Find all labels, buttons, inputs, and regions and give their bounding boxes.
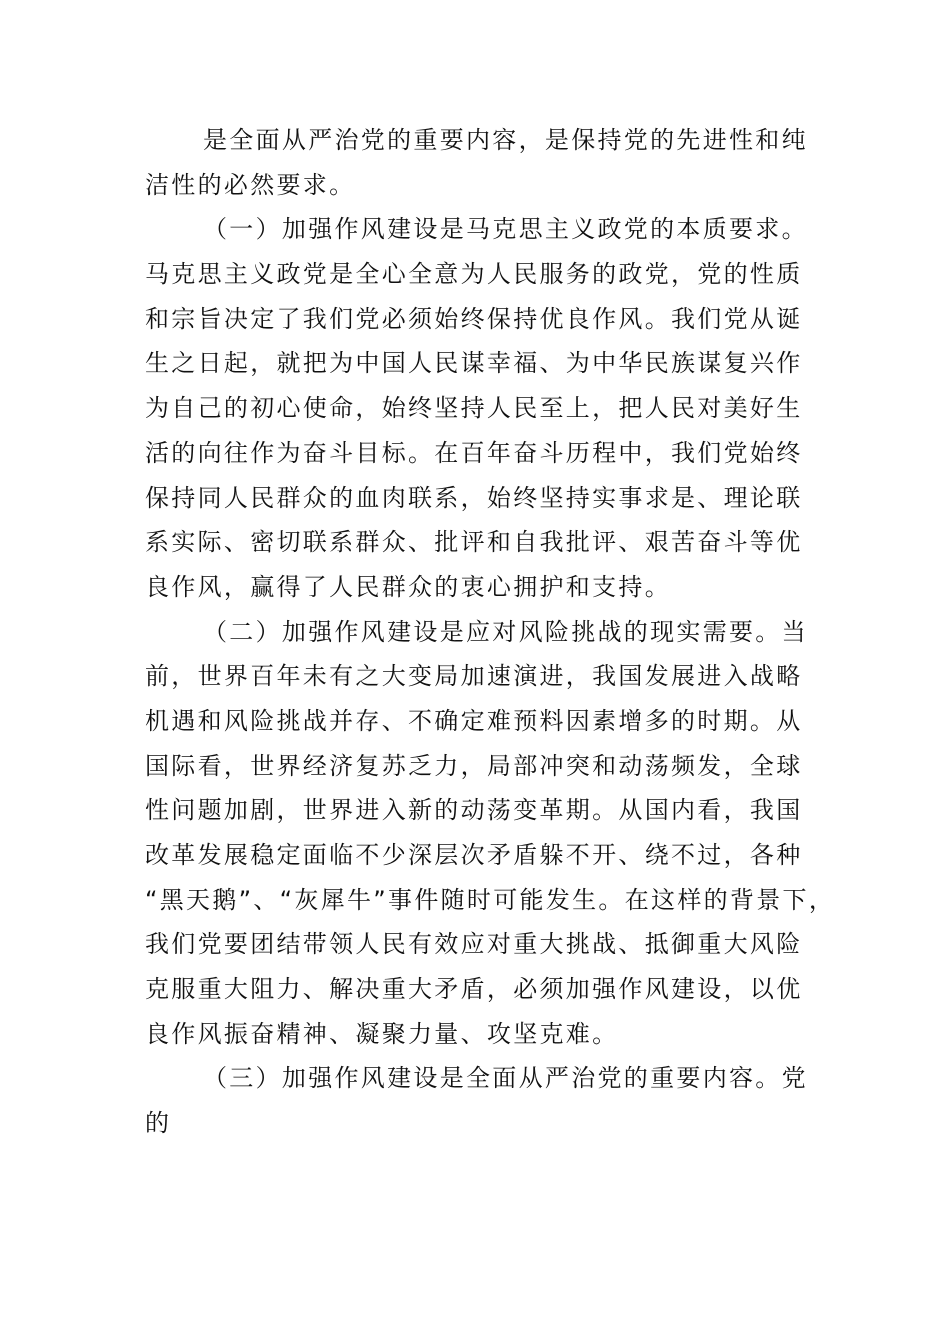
- text-line: 性问题加剧，世界进入新的动荡变革期。从国内看，我国: [145, 796, 803, 825]
- text-line: 为自己的初心使命，始终坚持人民至上，把人民对美好生: [145, 394, 803, 423]
- text-line: 改革发展稳定面临不少深层次矛盾躲不开、绕不过，各种: [145, 841, 803, 869]
- text-line: 良作风振奋精神、凝聚力量、攻坚克难。: [145, 1019, 619, 1048]
- text-line: 机遇和风险挑战并存、不确定难预料因素增多的时期。从: [145, 706, 803, 735]
- text-line: “黑天鹅”、“灰犀牛”事件随时可能发生。在这样的背景下，: [145, 885, 836, 914]
- section-heading-2: （二）加强作风建设是应对风险挑战的现实需要。当: [203, 617, 808, 646]
- text-line: 马克思主义政党是全心全意为人民服务的政党，党的性质: [145, 260, 803, 289]
- text-line: 克服重大阻力、解决重大矛盾，必须加强作风建设，以优: [145, 975, 803, 1004]
- text-line: 我们党要团结带领人民有效应对重大挑战、抵御重大风险: [145, 930, 803, 959]
- text-line: 洁性的必然要求。: [145, 170, 356, 199]
- text-line: 前，世界百年未有之大变局加速演进，我国发展进入战略: [145, 662, 803, 691]
- text-line: 国际看，世界经济复苏乏力，局部冲突和动荡频发，全球: [145, 751, 803, 780]
- section-heading-3: （三）加强作风建设是全面从严治党的重要内容。党: [203, 1064, 808, 1093]
- document-body: [145, 118, 835, 1146]
- text-line: 活的向往作为奋斗目标。在百年奋斗历程中，我们党始终: [145, 438, 803, 467]
- text-line: 良作风，赢得了人民群众的衷心拥护和支持。: [145, 572, 671, 601]
- text-line: 和宗旨决定了我们党必须始终保持优良作风。我们党从诞: [145, 304, 803, 333]
- text-line: 的: [145, 1109, 172, 1138]
- section-heading-1: （一）加强作风建设是马克思主义政党的本质要求。: [203, 215, 808, 244]
- text-line: 是全面从严治党的重要内容，是保持党的先进性和纯: [203, 126, 808, 154]
- text-line: 生之日起，就把为中国人民谋幸福、为中华民族谋复兴作: [145, 349, 803, 378]
- text-line: 系实际、密切联系群众、批评和自我批评、艰苦奋斗等优: [145, 528, 803, 557]
- text-line: 保持同人民群众的血肉联系，始终坚持实事求是、理论联: [145, 483, 803, 512]
